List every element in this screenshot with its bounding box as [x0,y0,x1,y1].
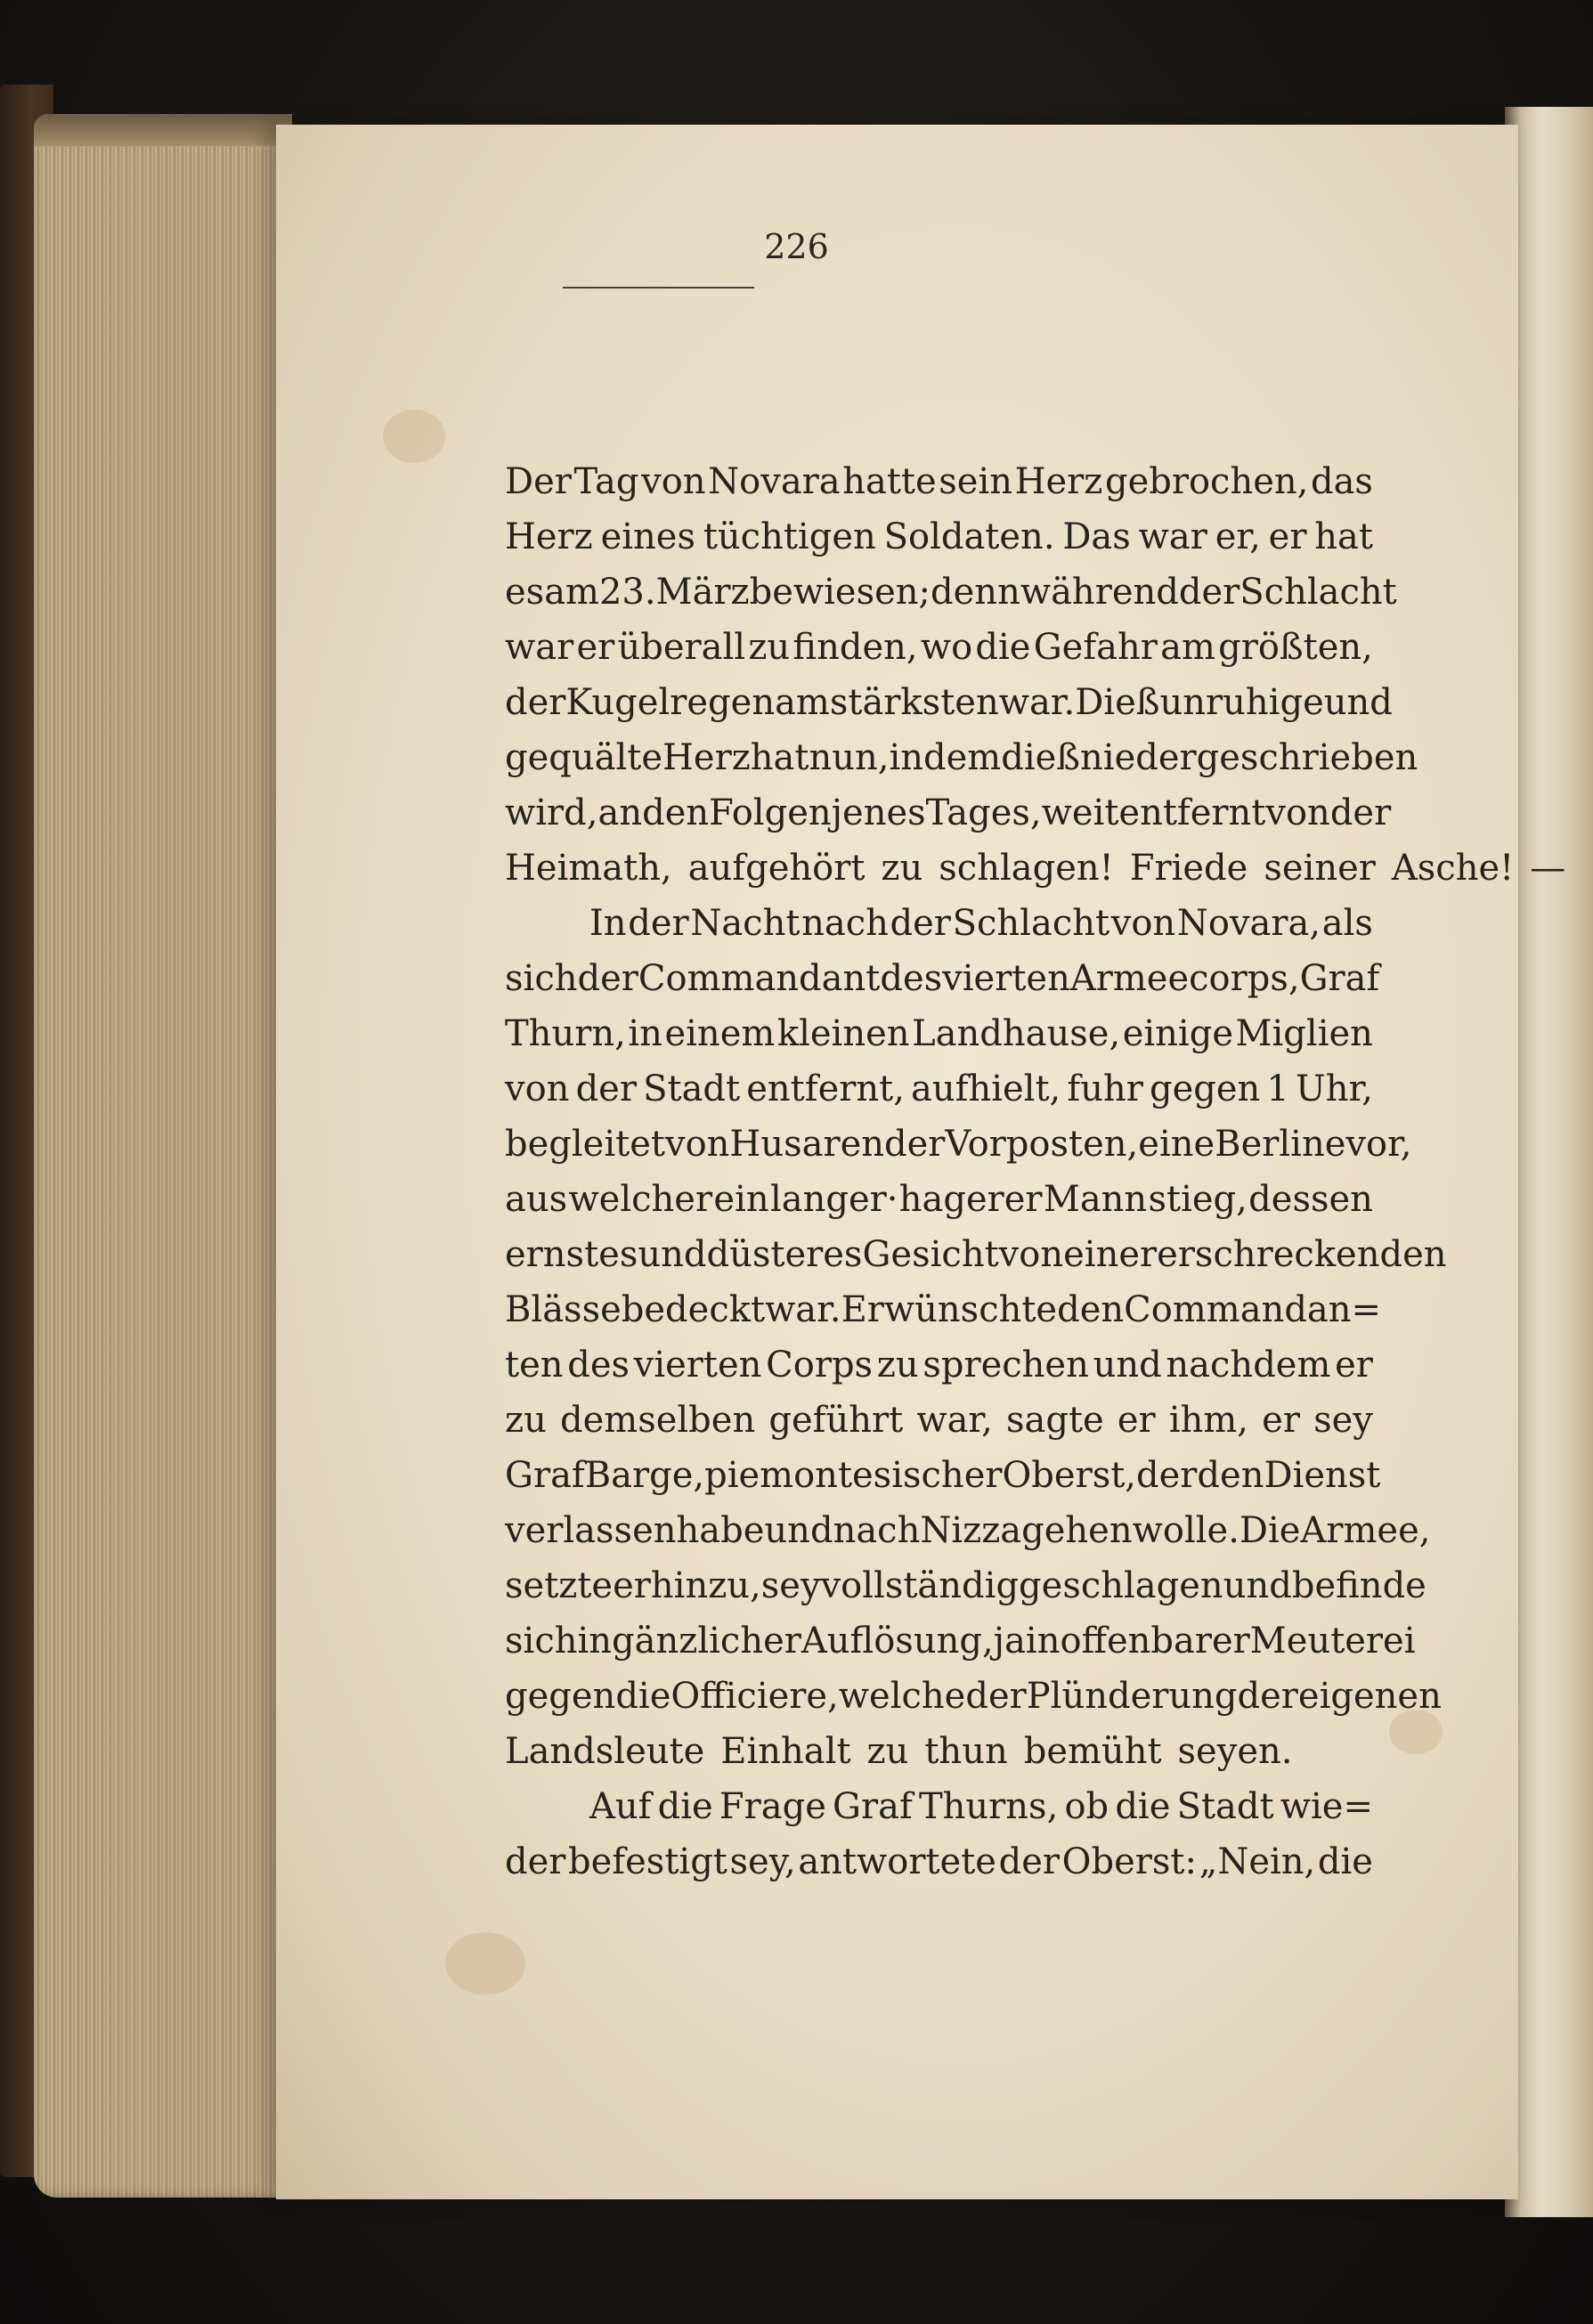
text-line [505,1613,1416,1669]
body-text [505,454,1566,1889]
word: hinzu, [650,1565,761,1606]
text-line [505,1834,1373,1889]
word: Stadt [1176,1786,1274,1827]
text-line [505,1503,1431,1558]
word: der [628,903,689,944]
word: und [1093,1345,1162,1385]
word: wird, [505,792,598,833]
word: er [1117,1400,1156,1441]
word: Folgen [709,792,832,833]
word: gebrochen, [1104,461,1309,502]
text-line [505,1779,1373,1834]
word: „Nein, [1199,1841,1316,1882]
word: gehen [1021,1510,1133,1551]
word: zu [866,1731,909,1772]
word: nach [801,903,889,944]
word: war [1138,516,1207,557]
word: begleitet [505,1124,665,1165]
word: den [642,792,710,833]
text-line [505,1448,1381,1503]
word: wo [920,627,973,668]
word: Armeecorps, [1069,958,1300,999]
word: wolle. [1132,1510,1239,1551]
text-line [505,565,1397,620]
word: niedergeschrieben [1080,737,1418,778]
word: Graf [833,1786,913,1827]
word: am [544,572,599,613]
word: nun, [809,737,890,778]
word: sein [939,461,1013,502]
text-line [505,1061,1373,1117]
text-line [505,841,1566,896]
word: kleinen [776,1013,910,1054]
word: indem [889,737,1002,778]
word: Einhalt [720,1731,851,1772]
word: der [998,1841,1061,1882]
word: Blässe [505,1289,622,1330]
word: welcher [568,1179,713,1220]
word: gänzlicher [612,1621,801,1662]
word: offenbarer [1060,1621,1250,1662]
word: bemüht [1023,1731,1162,1772]
word: hagerer [898,1179,1043,1220]
word: Vorposten, [945,1124,1139,1165]
text-line [505,1669,1442,1724]
word: Novara, [1176,903,1321,944]
word: von [998,1234,1064,1275]
word: eigenen [1297,1676,1442,1717]
word: zu [881,848,923,889]
word: eines [600,516,696,557]
word: und [1323,682,1393,723]
word: der [890,903,951,944]
word: Der [505,461,572,502]
word: am [1160,627,1215,668]
word: finden, [792,627,918,668]
word: geschlagen [1019,1565,1223,1606]
word: war [505,627,574,668]
word: Herz [505,516,593,557]
text-line [505,1337,1373,1393]
word: gegen [505,1676,616,1717]
word: vierten [633,1345,762,1385]
word: von [641,461,706,502]
word: Soldaten. [883,516,1055,557]
word: ernstes [505,1234,638,1275]
word: langer· [769,1179,898,1220]
word: Landsleute [505,1731,705,1772]
word: 1 [1266,1069,1289,1109]
page-number: 226 [764,227,829,266]
word: dieß [1001,737,1081,778]
word: hat [1314,516,1373,557]
word: In [589,903,627,944]
word: piemontesischer [704,1455,1003,1496]
word: Schlacht [952,903,1110,944]
word: Asche! [1391,848,1515,889]
word: stärksten [829,682,999,723]
word: bedeckt [621,1289,766,1330]
word: größten, [1218,627,1373,668]
word: seiner [1264,848,1376,889]
word: der [577,958,638,999]
word: entfernt, [746,1069,905,1109]
word: Plünderung [1026,1676,1238,1717]
word: Auf [589,1786,652,1827]
word: Die [1239,1510,1301,1551]
word: Tag [573,461,639,502]
word: dessen [1248,1179,1373,1220]
word: März [655,572,750,613]
word: gequälte [505,737,663,778]
word: Dienst [1264,1455,1381,1496]
word: Stadt [643,1069,741,1109]
word: in [577,1621,613,1662]
word: vierten [942,958,1070,999]
word: war, [916,1400,993,1441]
word: Landhause, [912,1013,1121,1054]
word: in [628,1013,662,1054]
word: Mann [1043,1179,1148,1220]
word: schlagen! [939,848,1114,889]
word: Commandan= [1124,1289,1382,1330]
word: Kugelregen [565,682,776,723]
word: Commandant [638,958,881,999]
word: entfernt [1118,792,1266,833]
word: und [638,1234,707,1275]
word: aus [505,1179,568,1220]
word: weit [1041,792,1119,833]
word: und [1223,1565,1292,1606]
word: der [1329,792,1392,833]
word: seyen. [1177,1731,1293,1772]
word: Miglien [1235,1013,1373,1054]
word: Er [841,1289,884,1330]
word: die [1317,1841,1373,1882]
word: Uhr, [1296,1069,1373,1109]
word: sich [505,1621,578,1662]
text-line [505,620,1373,675]
word: einige [1122,1013,1233,1054]
text-line [505,454,1373,509]
word: des [880,958,943,999]
word: Thurn, [505,1013,626,1054]
word: er [576,627,615,668]
word: Friede [1129,848,1248,889]
word: der [884,1124,946,1165]
word: 23. [598,572,656,613]
word: ein [713,1179,769,1220]
word: und [764,1510,833,1551]
word: es [505,572,545,613]
word: Herz [1014,461,1103,502]
text-line [505,785,1392,841]
word: Dieß [1075,682,1160,723]
word: er [613,1565,651,1606]
word: Novara [708,461,841,502]
word: der [1136,1455,1198,1496]
word: aufhielt, [911,1069,1061,1109]
word: Tages, [925,792,1042,833]
word: von [664,1124,730,1165]
page-block-edges [34,114,292,2198]
word: Berline [1215,1124,1346,1165]
word: die [975,627,1031,668]
word: Meuterei [1249,1621,1416,1662]
word: nach [833,1510,921,1551]
word: vor, [1345,1124,1412,1165]
word: hat [750,737,809,778]
word: Gesicht [862,1234,999,1275]
word: wie= [1280,1786,1373,1827]
text-line [505,896,1373,951]
word: war. [998,682,1076,723]
word: eine [1138,1124,1215,1165]
word: ja [993,1621,1026,1662]
word: zu [505,1400,547,1441]
word: gegen [1149,1069,1261,1109]
word: der [575,1069,637,1109]
word: antwortete [798,1841,996,1882]
word: denn [931,572,1020,613]
word: der [505,682,566,723]
foxing-spot [383,410,445,463]
word: an [597,792,643,833]
word: ten [505,1345,564,1385]
word: die [1115,1786,1171,1827]
word: verlassen [505,1510,677,1551]
word: — [1530,848,1566,889]
text-line [505,1006,1373,1061]
word: aufgehört [687,848,866,889]
word: den [1197,1455,1264,1496]
word: sich [505,958,578,999]
word: befestigt [568,1841,727,1882]
word: ob [1064,1786,1109,1827]
word: Oberst: [1061,1841,1197,1882]
text-line [505,1172,1373,1227]
word: setzte [505,1565,614,1606]
word: jenes [831,792,926,833]
word: nachdem [1166,1345,1331,1385]
text-line [505,1724,1373,1779]
text-line [505,1227,1447,1282]
text-line [505,1282,1382,1337]
word: der [965,1676,1027,1717]
text-line [505,1393,1373,1448]
word: am [775,682,830,723]
word: thun [924,1731,1008,1772]
header-rule [563,287,754,288]
word: Officiere, [671,1676,839,1717]
word: Thurns, [918,1786,1059,1827]
text-line [505,675,1393,730]
word: Schlacht [1239,572,1397,613]
word: er [1268,516,1307,557]
word: als [1321,903,1373,944]
word: Armee, [1300,1510,1431,1551]
word: Auflösung, [801,1621,994,1662]
word: das [1310,461,1373,502]
word: der [1237,1676,1298,1717]
word: Nizza [920,1510,1022,1551]
word: einem [664,1013,776,1054]
word: von [1265,792,1330,833]
word: zu [876,1345,919,1385]
word: des [567,1345,630,1385]
word: geführt [768,1400,904,1441]
word: sprechen [922,1345,1089,1385]
word: sey [760,1565,821,1606]
word: der [1178,572,1240,613]
word: wünschte [883,1289,1058,1330]
word: Frage [719,1786,826,1827]
word: die [615,1676,671,1717]
word: der [505,1841,566,1882]
word: Gefahr [1033,627,1158,668]
text-line [505,951,1380,1006]
word: unruhige [1159,682,1324,723]
word: Oberst, [1002,1455,1137,1496]
text-line [505,730,1418,785]
word: einer [1063,1234,1158,1275]
word: Herz [662,737,751,778]
word: Heimath, [505,848,672,889]
word: in [1025,1621,1061,1662]
word: er, [1215,516,1261,557]
text-line [505,509,1373,565]
word: den [1057,1289,1125,1330]
word: von [505,1069,570,1109]
word: düsteres [706,1234,863,1275]
word: während [1020,572,1179,613]
word: Das [1062,516,1131,557]
word: stieg, [1148,1179,1248,1220]
text-line [505,1558,1426,1613]
text-line [505,1117,1412,1172]
word: Corps [766,1345,874,1385]
word: erschreckenden [1157,1234,1447,1275]
word: welche [838,1676,966,1717]
word: habe [676,1510,765,1551]
word: Nacht [690,903,801,944]
foxing-spot [445,1932,525,1995]
word: von [1110,903,1176,944]
word: demselben [559,1400,756,1441]
word: tüchtigen [703,516,876,557]
word: er [1335,1345,1373,1385]
page-block-top [34,114,292,146]
word: fuhr [1067,1069,1143,1109]
word: ihm, [1168,1400,1249,1441]
word: hatte [842,461,937,502]
word: die [657,1786,713,1827]
word: überall [617,627,746,668]
word: Barge, [584,1455,705,1496]
word: Husaren [729,1124,884,1165]
word: sagte [1006,1400,1104,1441]
word: Graf [1299,958,1380,999]
word: sey, [729,1841,796,1882]
word: er [1262,1400,1300,1441]
word: bewiesen; [749,572,931,613]
word: sey [1313,1400,1373,1441]
word: vollständig [820,1565,1020,1606]
word: Graf [505,1455,585,1496]
word: befinde [1291,1565,1426,1606]
word: war. [765,1289,841,1330]
word: zu [748,627,791,668]
